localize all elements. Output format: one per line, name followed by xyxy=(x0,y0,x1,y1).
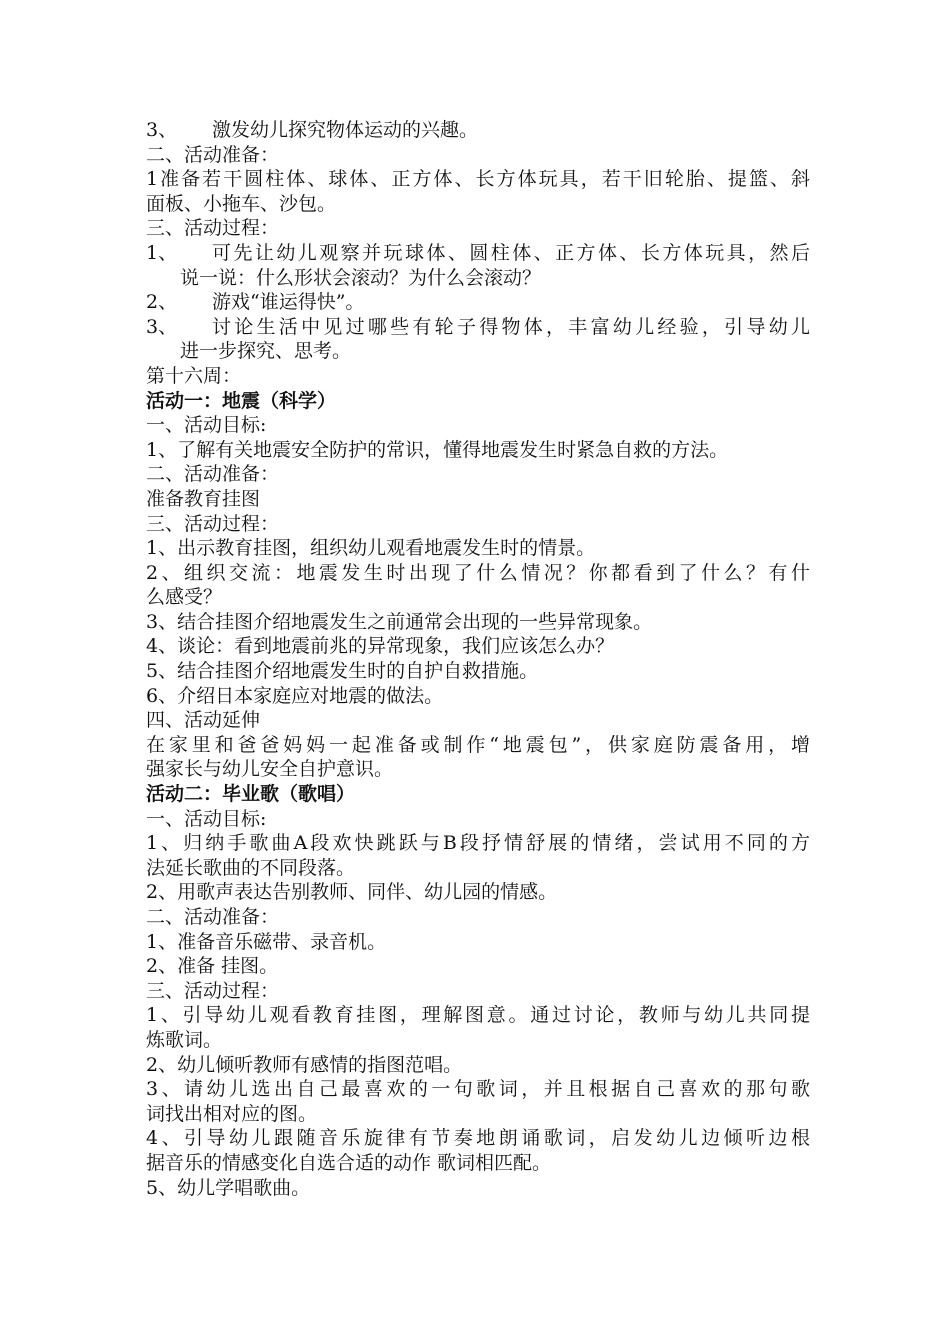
paragraph-line: 在家里和爸爸妈妈一起准备或制作“地震包”，供家庭防震备用，增 xyxy=(146,733,810,756)
paragraph-line: 1、准备音乐磁带、录音机。 xyxy=(146,930,387,953)
section-heading: 二、活动准备： xyxy=(146,463,280,486)
paragraph-line: 1、出示教育挂图，组织幼儿观看地震发生时的情景。 xyxy=(146,537,596,560)
goal-item-3 xyxy=(146,118,810,143)
section-heading: 四、活动延伸 xyxy=(146,709,261,732)
paragraph-line: 6、介绍日本家庭应对地震的做法。 xyxy=(146,684,444,707)
section-heading: 三、活动过程： xyxy=(146,217,280,240)
activity-title: 活动一：地震（科学） xyxy=(146,389,337,412)
item-number: 3、 xyxy=(146,119,178,141)
paragraph-line: 4、引导幼儿跟随音乐旋律有节奏地朗诵歌词，启发幼儿边倾听边根 xyxy=(146,1127,810,1150)
item-text: 可先让幼儿观察并玩球体、圆柱体、正方体、长方体玩具，然后 xyxy=(212,241,810,264)
item-text: 游戏“谁运得快”。 xyxy=(212,291,365,314)
paragraph-line: 1、归纳手歌曲A段欢快跳跃与B段抒情舒展的情绪，尝试用不同的方 xyxy=(146,832,810,855)
section-heading: 二、活动准备： xyxy=(146,906,280,928)
paragraph-line: 据音乐的情感变化自选合适的动作 歌词相匹配。 xyxy=(146,1151,552,1174)
document-body xyxy=(146,118,810,1200)
paragraph-line: 4、谈论：看到地震前兆的异常现象，我们应该怎么办？ xyxy=(146,635,615,658)
paragraph-line: 准备教育挂图 xyxy=(146,487,261,510)
paragraph-line: 2、准备 挂图。 xyxy=(146,955,279,978)
paragraph-line: 2、用歌声表达告别教师、同伴、幼儿园的情感。 xyxy=(146,881,558,904)
item-number: 3、 xyxy=(146,315,178,338)
paragraph-line: 5、幼儿学唱歌曲。 xyxy=(146,1176,311,1199)
paragraph-line: 5、结合挂图介绍地震发生时的自护自救措施。 xyxy=(146,660,539,683)
item-number: 2、 xyxy=(146,291,178,314)
paragraph-line: 3、结合挂图介绍地震发生之前通常会出现的一些异常现象。 xyxy=(146,610,653,633)
activity-title: 活动二：毕业歌（歌唱） xyxy=(146,783,356,806)
item-number: 1、 xyxy=(146,241,178,264)
section-heading: 二、活动准备： xyxy=(146,143,280,166)
process-item-1 xyxy=(146,241,810,266)
paragraph-line: 么感受？ xyxy=(146,586,223,609)
paragraph-line: 面板、小拖车、沙包。 xyxy=(146,192,337,215)
item-text: 激发幼儿探究物体运动的兴趣。 xyxy=(212,119,479,141)
paragraph-line: 1准备若干圆柱体、球体、正方体、长方体玩具，若干旧轮胎、提篮、斜 xyxy=(146,168,810,191)
paragraph-line: 强家长与幼儿安全自护意识。 xyxy=(146,758,394,781)
paragraph-line: 法延长歌曲的不同段落。 xyxy=(146,856,356,879)
paragraph-line: 炼歌词。 xyxy=(146,1028,223,1051)
paragraph-line: 1、了解有关地震安全防护的常识，懂得地震发生时紧急自救的方法。 xyxy=(146,438,729,461)
process-item-2 xyxy=(146,290,810,315)
paragraph-line: 词找出相对应的图。 xyxy=(146,1102,318,1125)
section-heading: 一、活动目标: xyxy=(146,807,267,830)
item-text: 讨论生活中见过哪些有轮子得物体，丰富幼儿经验，引导幼儿 xyxy=(212,315,810,338)
week-heading: 第十六周： xyxy=(146,364,242,387)
paragraph-line: 1、引导幼儿观看教育挂图，理解图意。通过讨论，教师与幼儿共同提 xyxy=(146,1004,810,1027)
paragraph-line: 2、组织交流：地震发生时出现了什么情况？你都看到了什么？有什 xyxy=(146,561,810,584)
item-continuation: 说一说：什么形状会滚动？为什么会滚动？ xyxy=(180,266,542,289)
paragraph-line: 3、请幼儿选出自己最喜欢的一句歌词，并且根据自己喜欢的那句歌 xyxy=(146,1078,810,1101)
section-heading: 三、活动过程： xyxy=(146,979,280,1002)
process-item-3 xyxy=(146,315,810,340)
paragraph-line: 2、幼儿倾听教师有感情的指图范唱。 xyxy=(146,1053,463,1076)
section-heading: 三、活动过程： xyxy=(146,512,280,535)
section-heading: 一、活动目标: xyxy=(146,414,267,437)
item-continuation: 进一步探究、思考。 xyxy=(180,340,352,363)
